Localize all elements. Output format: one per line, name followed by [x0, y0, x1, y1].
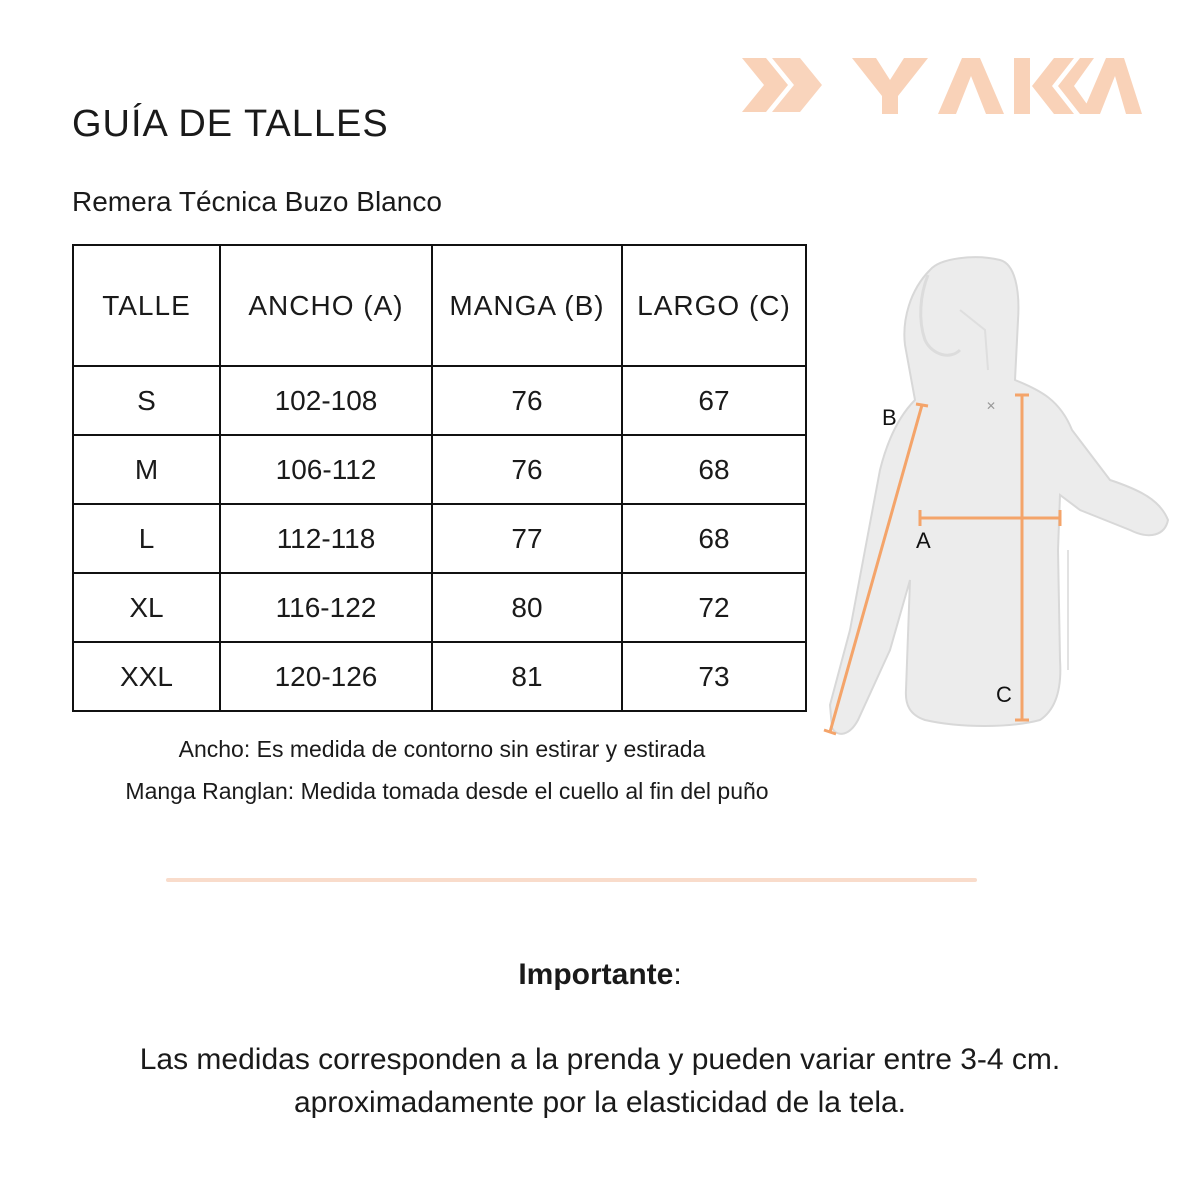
manga-cell: 77	[432, 504, 622, 573]
size-cell: S	[73, 366, 220, 435]
size-cell: XL	[73, 573, 220, 642]
column-header-largo: LARGO (C)	[622, 245, 806, 366]
column-header-ancho: ANCHO (A)	[220, 245, 432, 366]
column-header-talle: TALLE	[73, 245, 220, 366]
page-title: GUÍA DE TALLES	[72, 103, 389, 146]
divider	[166, 878, 977, 882]
size-cell: L	[73, 504, 220, 573]
manga-cell: 76	[432, 366, 622, 435]
largo-cell: 67	[622, 366, 806, 435]
largo-cell: 68	[622, 435, 806, 504]
table-row	[73, 573, 806, 642]
important-heading	[0, 958, 1200, 992]
largo-cell: 73	[622, 642, 806, 711]
hoodie-body	[830, 257, 1168, 734]
label-c: C	[996, 682, 1012, 707]
manga-cell: 81	[432, 642, 622, 711]
manga-cell: 80	[432, 573, 622, 642]
ancho-cell: 116-122	[220, 573, 432, 642]
size-table	[72, 244, 807, 712]
important-line-1: Las medidas corresponden a la prenda y pueden variar entre 3-4 cm.	[139, 1043, 1061, 1076]
important-text	[40, 1038, 1160, 1124]
note-ancho: Ancho: Es medida de contorno sin estirar y estirada	[178, 736, 706, 762]
note-manga: Manga Ranglan: Medida tomada desde el cuello al fin del puño	[125, 778, 769, 804]
table-row	[73, 366, 806, 435]
table-row	[73, 504, 806, 573]
ancho-cell: 102-108	[220, 366, 432, 435]
important-label: Importante	[518, 958, 674, 991]
size-cell: M	[73, 435, 220, 504]
important-colon: :	[673, 958, 682, 991]
ancho-cell: 106-112	[220, 435, 432, 504]
size-cell: XXL	[73, 642, 220, 711]
label-a: A	[916, 528, 931, 553]
label-b: B	[882, 405, 897, 430]
measure-tick-b-top	[916, 404, 928, 406]
largo-cell: 68	[622, 504, 806, 573]
table-row	[73, 435, 806, 504]
table-row	[73, 642, 806, 711]
manga-cell: 76	[432, 435, 622, 504]
ancho-cell: 120-126	[220, 642, 432, 711]
column-header-manga: MANGA (B)	[432, 245, 622, 366]
important-line-2: aproximadamente por la elasticidad de la tela.	[293, 1086, 907, 1119]
ancho-cell: 112-118	[220, 504, 432, 573]
chest-logo-icon: ✕	[986, 399, 997, 413]
hoodie-illustration	[810, 250, 1190, 750]
table-header-row	[73, 245, 806, 366]
product-name: Remera Técnica Buzo Blanco	[72, 186, 442, 217]
largo-cell: 72	[622, 573, 806, 642]
brand-logo	[742, 52, 1142, 118]
